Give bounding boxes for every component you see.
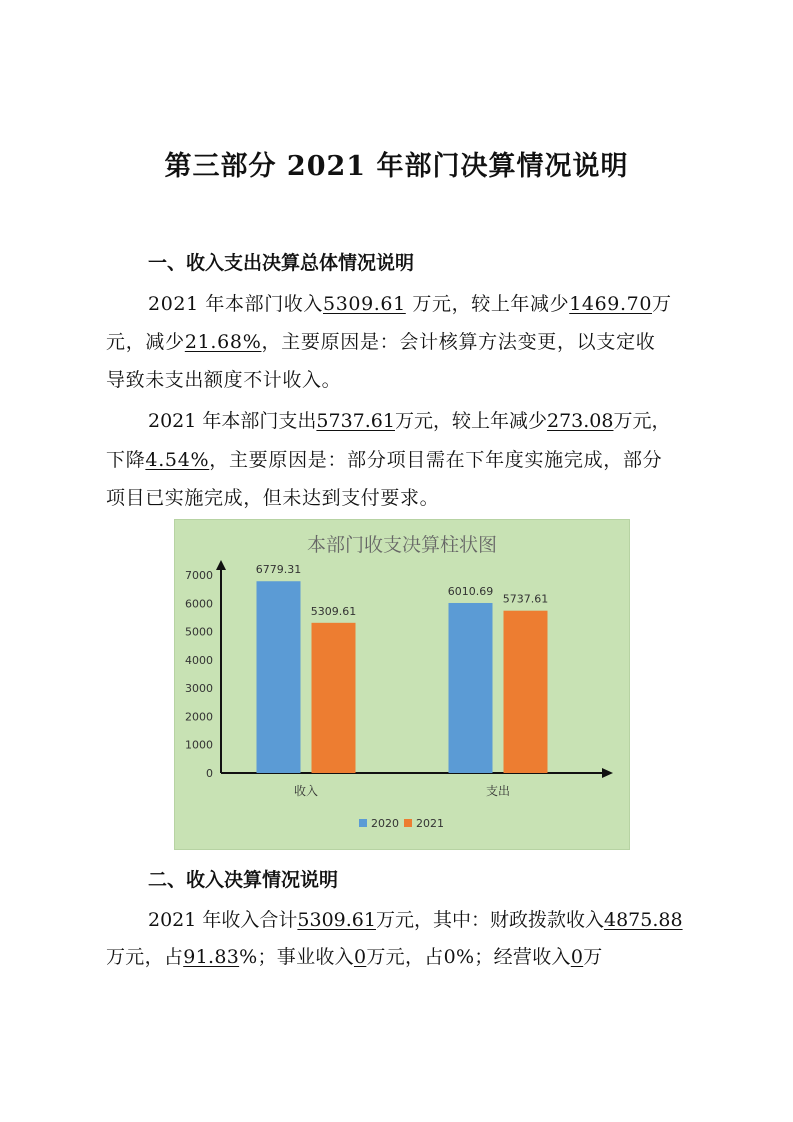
- text: 项目已实施完成，但未达到支付要求。: [106, 487, 440, 509]
- section2-heading: 二、收入决算情况说明: [148, 869, 339, 891]
- text: 万: [583, 946, 603, 968]
- expense-decrease-value: 273.08: [547, 410, 614, 432]
- text: %；经营收入: [455, 946, 571, 968]
- text: ，主要原因是：会计核算方法变更，以支定收: [261, 331, 656, 353]
- section1-heading: 一、收入支出决算总体情况说明: [148, 252, 415, 274]
- legend-label-2020: 2020: [371, 817, 399, 830]
- y-tick-label: 6000: [185, 597, 213, 611]
- text: 元，减少: [106, 331, 185, 353]
- text: 导致未支出额度不计收入。: [106, 369, 342, 391]
- text: 2021 年本部门收入: [148, 293, 323, 315]
- bar-2021-支出: [504, 611, 548, 773]
- y-tick-label: 1000: [185, 738, 213, 752]
- legend-swatch-2020: [359, 819, 367, 827]
- legend-label-2021: 2021: [416, 817, 444, 830]
- section1-p2-line3: [106, 485, 696, 511]
- total-income-value: 5309.61: [297, 909, 376, 931]
- text: %；事业收入: [239, 946, 354, 968]
- section1-p1-line3: [106, 367, 696, 393]
- y-axis-arrow: [216, 560, 226, 570]
- y-tick-label: 7000: [185, 569, 213, 582]
- text: 万元，占: [106, 946, 184, 968]
- text: 万元，占: [366, 946, 444, 968]
- chart-svg: [175, 520, 629, 849]
- y-tick-label: 5000: [185, 625, 213, 639]
- income-decrease-percent: 21.68%: [184, 331, 262, 353]
- text: 万元，较上年减少: [405, 293, 570, 315]
- expense-value: 5737.61: [316, 410, 395, 432]
- text: ，主要原因是：部分项目需在下年度实施完成，部分: [209, 449, 663, 471]
- expense-decrease-percent: 4.54%: [145, 449, 210, 471]
- section1-p2-line1: [148, 408, 696, 434]
- x-tick-label: 收入: [293, 784, 319, 798]
- data-label: 6779.31: [255, 563, 302, 577]
- text: 2021 年本部门支出: [148, 410, 317, 432]
- bar-2021-收入: [312, 623, 356, 773]
- section1-p2-line2: [106, 447, 696, 473]
- text: 万: [652, 293, 672, 315]
- legend-swatch-2021: [404, 819, 412, 827]
- section2-p1-line1: [148, 907, 696, 933]
- section1-p1-line1: [148, 291, 696, 317]
- income-decrease-value: 1469.70: [569, 293, 653, 315]
- business-income-value: 0: [353, 946, 367, 968]
- income-value: 5309.61: [323, 293, 406, 315]
- section2-p1-line2: [106, 944, 696, 970]
- text: 万元，较上年减少: [394, 410, 547, 432]
- chart-title: 本部门收支决算柱状图: [306, 534, 498, 556]
- data-label: 5737.61: [502, 592, 549, 606]
- fiscal-income-percent: 91.83: [183, 946, 240, 968]
- fiscal-income-value: 4875.88: [604, 909, 683, 931]
- y-tick-label: 0: [206, 767, 213, 780]
- bar-chart: [174, 519, 630, 850]
- data-label: 6010.69: [447, 584, 494, 598]
- text: 下降: [106, 449, 146, 471]
- text: 万元，其中：财政拨款收入: [375, 909, 604, 931]
- y-tick-label: 3000: [185, 682, 213, 696]
- y-tick-label: 2000: [185, 710, 213, 724]
- bar-2020-收入: [257, 581, 301, 773]
- text: 2021 年收入合计: [148, 909, 298, 931]
- data-label: 5309.61: [310, 604, 357, 618]
- x-tick-label: 支出: [485, 784, 511, 798]
- page-title: 第三部分 2021 年部门决算情况说明: [164, 151, 629, 182]
- text: 万元，: [613, 410, 671, 432]
- section1-p1-line2: [106, 329, 696, 355]
- x-axis-arrow: [602, 768, 613, 778]
- business-income-percent: 0: [443, 946, 456, 968]
- y-tick-label: 4000: [185, 653, 213, 667]
- operating-income-value: 0: [570, 946, 584, 968]
- bar-2020-支出: [449, 603, 493, 773]
